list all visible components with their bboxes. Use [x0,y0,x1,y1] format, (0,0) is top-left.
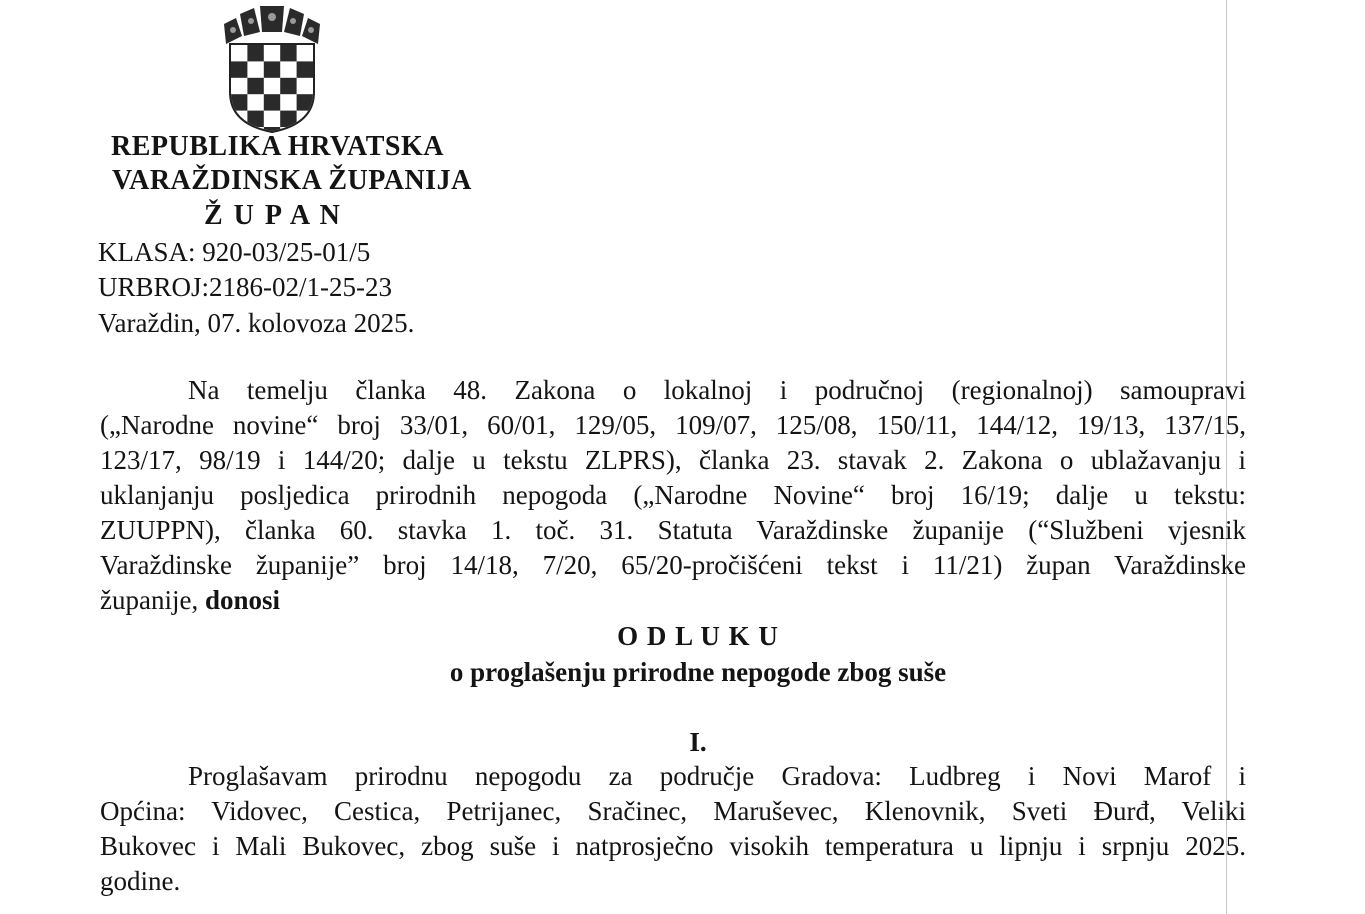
decision-subtitle: o proglašenju prirodne nepogode zbog suše [449,657,947,687]
header-republic: REPUBLIKA HRVATSKA [111,131,444,162]
preamble-line: Varaždinske županije” broj 14/18, 7/20, 65/20-pročišćeni tekst i 11/21) župan Varaždinske [100,550,1246,580]
header-county: VARAŽDINSKA ŽUPANIJA [112,165,472,196]
section-line: Općina: Vidovec, Cestica, Petrijanec, Sračinec, Maruševec, Klenovnik, Sveti Đurđ, Veliki [100,796,1246,826]
place-date-line: Varaždin, 07. kolovoza 2025. [98,308,415,338]
section-line: Proglašavam prirodnu nepogodu za područje Gradova: Ludbreg i Novi Marof i [188,761,1246,791]
section-1-paragraph [100,759,1246,899]
klasa-line: KLASA: 920-03/25-01/5 [98,237,371,267]
preamble-line: ZUUPPN), članka 60. stavka 1. toč. 31. Statuta Varaždinske županije (“Službeni vjesnik [100,515,1246,545]
urbroj-line: URBROJ:2186-02/1-25-23 [98,272,393,302]
section-line: Bukovec i Mali Bukovec, zbog suše i natprosječno visokih temperatura u lipnju i srpnju 2025. [100,831,1246,861]
coat-of-arms-icon [222,6,322,134]
donosi-word: donosi [204,585,281,615]
decision-title: O D L U K U [617,621,779,651]
header-office: Ž U P A N [204,200,342,231]
section-number: I. [689,727,707,757]
preamble-last-line [100,583,1246,618]
section-line: godine. [100,866,181,896]
preamble-line: Na temelju članka 48. Zakona o lokalnoj i područnoj (regionalnoj) samoupravi [188,375,1246,405]
preamble-line: („Narodne novine“ broj 33/01, 60/01, 129/05, 109/07, 125/08, 150/11, 144/12, 19/13, 137/15, [100,410,1246,440]
preamble-line: 123/17, 98/19 i 144/20; dalje u tekstu ZLPRS), članka 23. stavak 2. Zakona o ublažavanju i [100,445,1246,475]
preamble-last-text: županije, [100,585,199,615]
preamble-line: uklanjanju posljedica prirodnih nepogoda („Narodne Novine“ broj 16/19; dalje u tekstu: [100,480,1246,510]
preamble-paragraph [100,373,1246,618]
